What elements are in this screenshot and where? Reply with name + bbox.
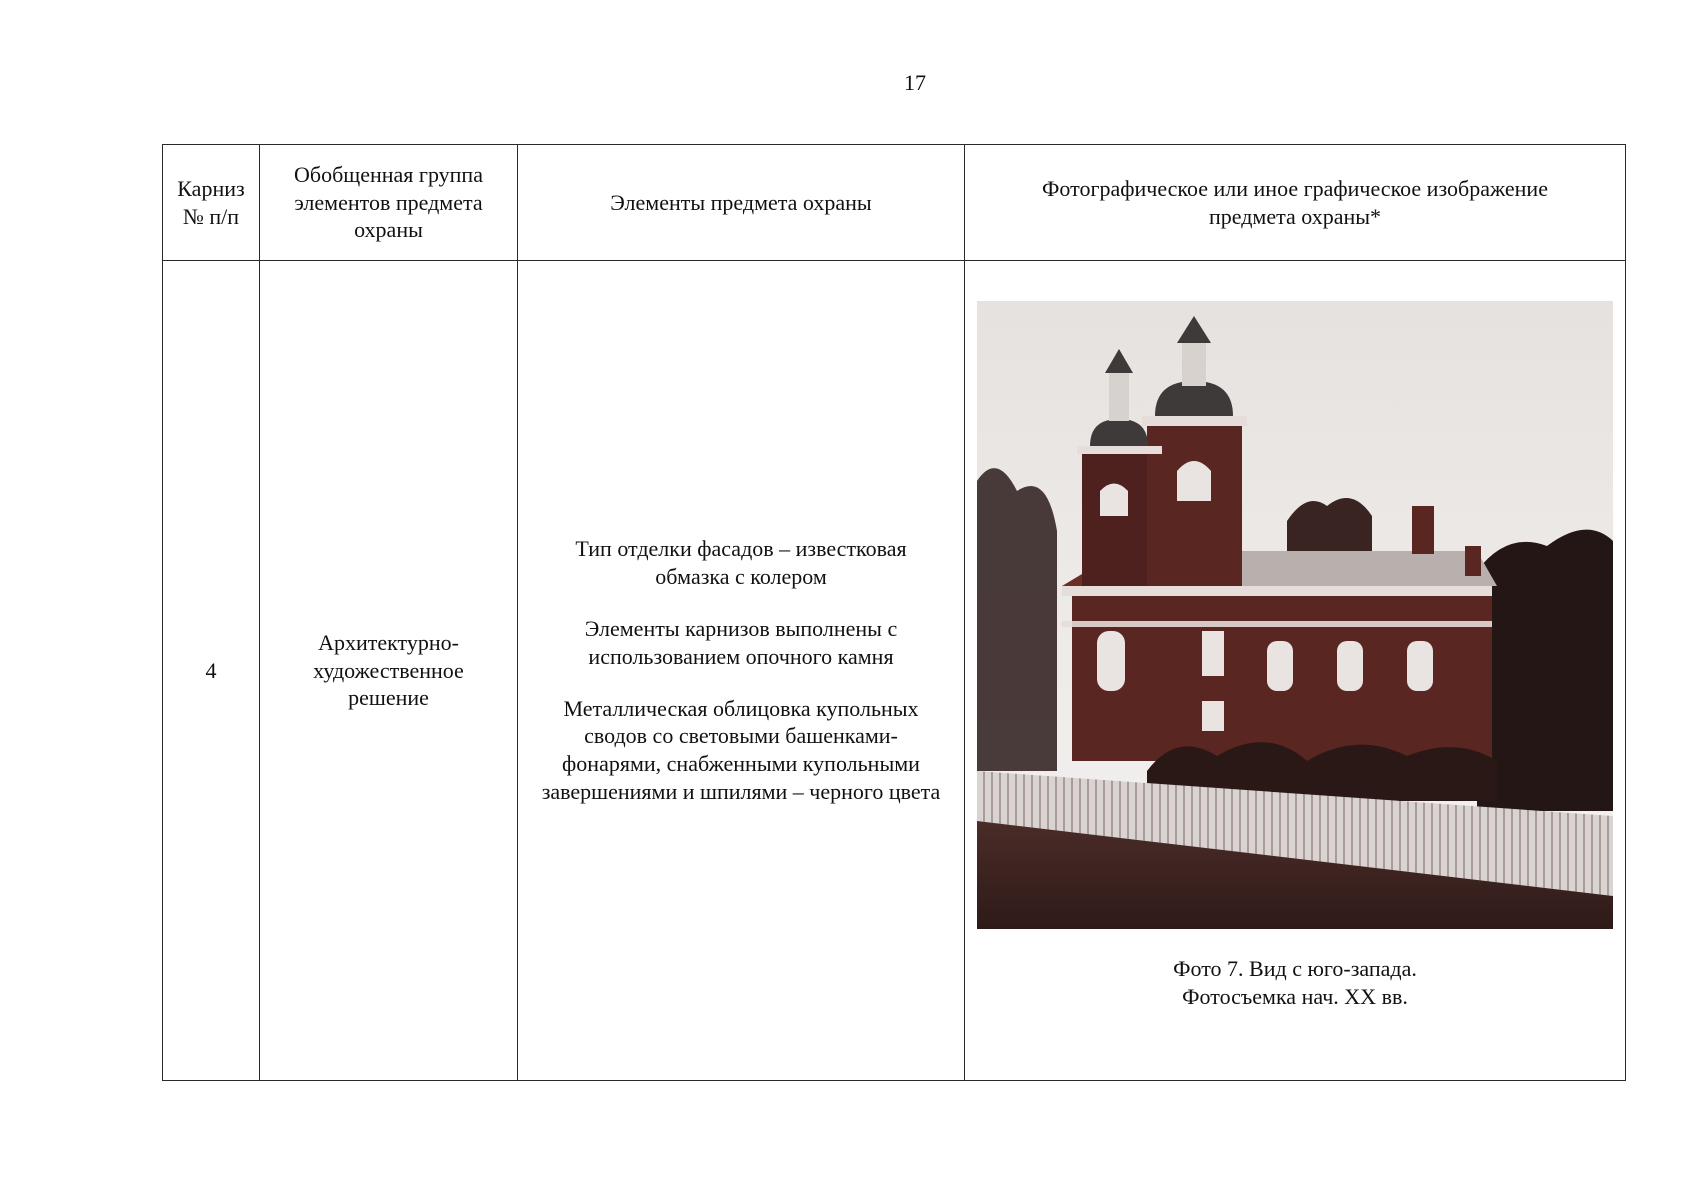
protection-table	[162, 144, 1626, 1081]
header-group: Обобщенная группа элементов предмета охраны	[260, 145, 518, 261]
row-number: 4	[163, 261, 260, 1081]
element-item: Металлическая облицовка купольных сводов со световыми башенками-фонарями, снабженными купольными завершениями и шпилями – черного цвета	[541, 695, 941, 805]
element-item: Элементы карнизов выполнены с использованием опочного камня	[584, 615, 898, 669]
church-photo	[977, 301, 1613, 929]
header-image: Фотографическое или иное графическое изображение предмета охраны*	[965, 145, 1626, 261]
caption-line: Фотосъемка нач. XX вв.	[1182, 983, 1408, 1009]
row-group: Архитектурно-художественное решение	[260, 261, 518, 1081]
row-photo-cell	[965, 261, 1626, 1081]
table-row	[163, 261, 1626, 1081]
table-header-row	[163, 145, 1626, 261]
header-elements: Элементы предмета охраны	[518, 145, 965, 261]
caption-line: Фото 7. Вид с юго-запада.	[1173, 956, 1417, 981]
row-elements	[518, 261, 965, 1081]
header-number: Карниз № п/п	[163, 145, 260, 261]
element-item: Тип отделки фасадов – известковая обмазка с колером	[575, 535, 907, 589]
page-number: 17	[904, 70, 926, 95]
photo-caption	[965, 955, 1625, 1011]
